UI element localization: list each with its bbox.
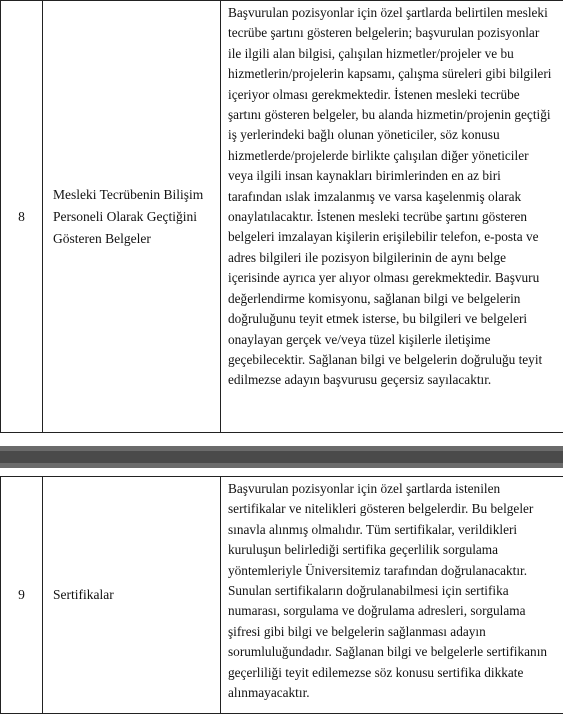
requirements-table-bottom: [0, 476, 563, 714]
document-title: Sertifikalar: [43, 477, 221, 714]
page-break-band: [0, 446, 563, 468]
row-number: 9: [1, 477, 43, 714]
document-description: Başvurulan pozisyonlar için özel şartlarda istenilen sertifikalar ve nitelikleri gösteren belgelerdir. Bu belgeler sınavla alınmış olmalıdır. Tüm sertifikalar, verildikleri kuruluşun belirlediği sertifika geçerlilik sorgulama yöntemleriyle Üniversitemiz tarafından doğrulanacaktır. Sunulan sertifikaların doğrulanabilmesi için sertifika numarası, sorgulama ve doğrulama adresleri, sorgulama şifresi gibi bilgi ve belgelerin sağlanması adayın sorumluluğundadır. Sağlanan bilgi ve belgelerle sertifikanın geçerliliği teyit edilemezse söz konusu sertifika dikkate alınmayacaktır.: [221, 477, 563, 714]
row-number: 8: [1, 1, 43, 433]
table-row: [1, 477, 563, 714]
document-description: Başvurulan pozisyonlar için özel şartlarda belirtilen mesleki tecrübe şartını gösteren belgelerin; başvurulan pozisyonlar ile ilgili alan bilgisi, çalışılan hizmetler/projeler ve bu hizmetlerin/projelerin kapsamı, çalışma süreleri gibi bilgileri içeriyor olması gerekmektedir. İstenen mesleki tecrübe şartını gösteren belgeler, bu alanda hizmetin/projenin geçtiği iş yerlerindeki bağlı olunan yöneticiler, söz konusu hizmetlerde/projelerde birlikte çalışılan diğer yöneticiler veya ilgili insan kaynakları birimlerinden en az biri tarafından ıslak imzalanmış ve varsa kaşelenmiş olarak onaylatılacaktır. İstenen mesleki tecrübe şartını gösteren belgeleri imzalayan kişilerin erişilebilir telefon, e-posta ve adres bilgileri ile pozisyon bilgilerinin de aynı belge içerisinde ayrıca yer alıyor olması gerekmektedir. Başvuru değerlendirme komisyonu, sağlanan bilgi ve belgelerin doğruluğunu teyit etmek isterse, bu bilgileri ve belgeleri onaylayan gerçek ve/veya tüzel kişilerle iletişime geçebilecektir. Sağlanan bilgi ve belgelerin doğruluğu teyit edilmezse adayın başvurusu geçersiz sayılacaktır.: [221, 1, 563, 433]
table-row: [1, 1, 563, 433]
document-title: Mesleki Tecrübenin Bilişim Personeli Olarak Geçtiğini Gösteren Belgeler: [43, 1, 221, 433]
